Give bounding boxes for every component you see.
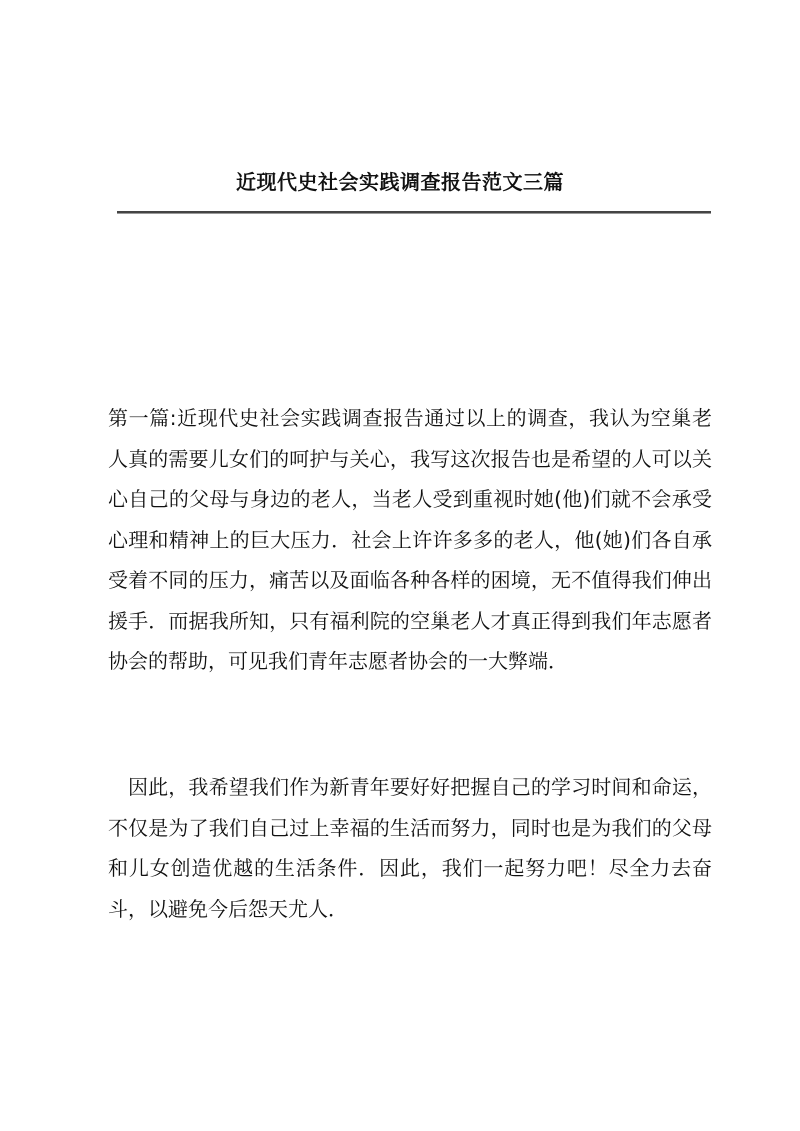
paragraph-1: 第一篇:近现代史社会实践调查报告通过以上的调查，我认为空巢老人真的需要儿女们的呵护与关心，我写这次报告也是希望的人可以关心自己的父母与身边的老人，当老人受到重视时她(他)们就不会承受心理和精神上的巨大压力．社会上许许多多的老人，他(她)们各自承受着不同的压力，痛苦以及面临各种各样的困境，无不值得我们伸出援手．而据我所知，只有福利院的空巢老人才真正得到我们年志愿者协会的帮助，可见我们青年志愿者协会的一大弊端． [108, 406, 712, 673]
paragraph-2: 因此，我希望我们作为新青年要好好把握自己的学习时间和命运，不仅是为了我们自己过上幸福的生活而努力，同时也是为我们的父母和儿女创造优越的生活条件．因此，我们一起努力吧！尽全力去奋斗，以避免今后怨天尤人． [108, 775, 712, 921]
document-title: 近现代史社会实践调查报告范文三篇 [236, 170, 564, 194]
title-divider [117, 211, 711, 214]
